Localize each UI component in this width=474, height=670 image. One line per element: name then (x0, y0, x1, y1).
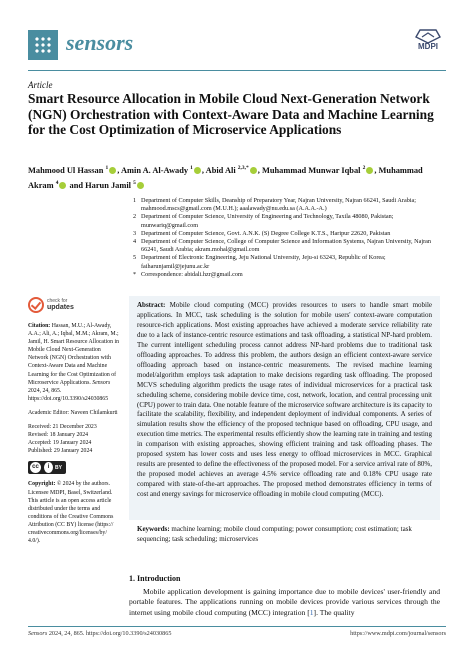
date-revised: Revised: 18 January 2024 (28, 432, 89, 439)
author-affiliation-mark: 4 (55, 179, 59, 186)
journal-name: sensors (66, 30, 134, 55)
author-affiliation-mark: 2,3,* (237, 165, 249, 171)
citation-doi-link[interactable]: 2024, 24, 865. https://doi.org/10.3390/s24030865 (28, 387, 109, 402)
header-divider (28, 70, 446, 71)
orcid-icon[interactable] (194, 167, 201, 174)
orcid-icon[interactable] (366, 167, 373, 174)
abstract-text: Mobile cloud computing (MCC) provides resources to users to handle smart mobile applications. In MCC, task scheduling is the solution for mobile users' context-aware computation resource-rich applications. Most existing approaches have achieved a moderate service reliability rate due to a lack of instance-centric resource estimations and task offloading, a statistical NP-hard problem. The current intelligent scheduling process cannot address NP-hard problems due to traditional task offloading approaches. To address this problem, the authors design an efficient context-aware service offloading approach based on instance-centric measurements. The revised machine learning model/algorithm employs task adaptation to make decisions regarding task offloading. The proposed MCVS scheduling algorithm predicts the usage rates of individual microservices for a practical task scheduling scheme, considering mobile device time, cost, network, location, and central processing unit (CPU) power to train data. One notable feature of the microservice software architecture is its capacity to facilitate the scalability, flexibility, and independent deployment of individual components. A series of simulation results show the efficiency of the proposed technique based on offloading, CPU usage, and execution time metrics. The experimental results efficiently show the learning rate in training and testing in comparison with existing approaches, showing efficient training and task offloading phases. The proposed system has lower costs and uses less energy to offload microservices in MCC. Graphical results are presented to define the effectiveness of the proposed model. For a service arrival rate of 80%, the proposed model achieves an average 4.5% service offloading rate and 0.18% CPU usage rate compared with state-of-the-art approaches. The proposed method demonstrates efficiency in terms of cost and energy savings for microservice offloading in mobile cloud computing (MCC). (137, 301, 433, 499)
affiliation-number: * (133, 270, 137, 278)
author-affiliation-mark: 2 (362, 165, 366, 171)
article-type: Article (28, 80, 53, 90)
footer-divider (28, 626, 446, 627)
affiliation-item (133, 271, 433, 279)
keywords-text: machine learning; mobile cloud computing; power consumption; cost estimation; task sequencing; task scheduling; microservices (137, 525, 412, 543)
academic-editor: Academic Editor: Naveen Chilamkurti (28, 409, 118, 416)
check-updates-line1: check for (47, 298, 68, 304)
author-name[interactable]: Muhammad Munwar Iqbal $^2$ (262, 166, 374, 175)
abstract (129, 296, 440, 520)
author-affiliation-mark: 1 (105, 165, 109, 171)
reference-link[interactable]: 1 (309, 607, 314, 617)
publication-dates (28, 423, 120, 455)
cc-by-license-badge[interactable] (28, 461, 66, 474)
date-accepted: Accepted: 19 January 2024 (28, 440, 92, 447)
journal-url-link[interactable]: https://www.mdpi.com/journal/sensors (350, 630, 446, 637)
left-sidebar (28, 322, 120, 551)
orcid-icon[interactable] (137, 182, 144, 189)
attribution-icon: i (44, 462, 53, 473)
affiliation-item (133, 238, 433, 254)
citation: Citation: Hassan, M.U.; Al-Awady, A.A.; Ali, A.; Iqbal, M.M.; Akram, M.; Jamil, H. Smart Resource Allocation in Mobile Cloud Next-Generation Network (NGN) Orchestration with Context-Aware Data and Machine Learning for the Cost Optimization of Microservice Applications. Sensors 2024, 24, 865. https://doi.org/10.3390/s24030865 (28, 323, 119, 402)
affiliation-text: Department of Computer Skills, Deanship of Preparatory Year, Najran University, Najran 66241, Saudi Arabia; mahmood.mscs@gmail.com (M.U.H.); aaalawady@nu.edu.sa (A.A.A.-A.) (141, 197, 416, 213)
abstract-label: Abstract: (137, 301, 166, 309)
affiliation-item (133, 197, 433, 213)
cc-icon: cc (30, 462, 41, 473)
author-affiliation-mark: 1 (190, 165, 193, 171)
author-name[interactable]: Muhammad Akram $^4$ (28, 165, 423, 190)
orcid-icon[interactable] (59, 182, 66, 189)
footer-citation: Sensors 2024, 24, 865. https://doi.org/10.3390/s24030865 (28, 630, 172, 637)
affiliation-number: 4 (133, 238, 137, 246)
author-name[interactable]: Abid Ali $^{2,3,*}$ (206, 166, 258, 175)
affiliation-text: Department of Computer Science, University of Engineering and Technology, Taxila 48080, Pakistan; munwariq@gmail.com (141, 213, 394, 229)
affiliation-item (133, 254, 433, 270)
author-list: Mahmood Ul Hassan $^1$ , Amin A. Al-Awady $^1$ , Abid Ali $^{2,3,*}$ , Muhammad Munwar Iqbal $^2$ , Muhammad Akram $^4$ and Harun Jamil $^5$ (28, 165, 423, 190)
date-received: Received: 21 December 2023 (28, 424, 97, 431)
affiliation-text: Department of Computer Science, Govt. A.N.K. (S) Degree College K.T.S., Haripur 22620, Pakistan (141, 229, 391, 237)
affiliation-number: 5 (133, 254, 137, 262)
check-for-updates-button[interactable] (28, 296, 98, 316)
introduction-text: Mobile application development is gaining importance due to mobile devices' user-friendly and portable features. The applications running on mobile devices provide various services through the internet using mobile cloud computing (MCC) integration [1]. The quality (129, 587, 440, 617)
affiliation-item (133, 230, 433, 238)
affiliation-text: Correspondence: abidali.hzr@gmail.com (141, 270, 243, 278)
affiliation-text: Department of Computer Science, College of Computer Science and Information Systems, Najran University, Najran 66241, Saudi Arabia; akram.mohal@gmail.com (141, 238, 431, 254)
affiliation-number: 2 (133, 213, 137, 221)
check-updates-icon (28, 297, 44, 313)
check-updates-line2: updates (47, 304, 74, 311)
keywords-label: Keywords: (137, 525, 170, 533)
section-heading-introduction: 1. Introduction (129, 574, 181, 583)
author-name[interactable]: Harun Jamil $^5$ (85, 181, 145, 190)
paper-title: Smart Resource Allocation in Mobile Cloud Next-Generation Network (NGN) Orchestration with Context-Aware Data and Machine Learning for the Cost Optimization of Microservice Applications (28, 91, 434, 138)
orcid-icon[interactable] (250, 167, 257, 174)
publisher-name: MDPI (418, 42, 438, 51)
author-name[interactable]: Amin A. Al-Awady $^1$ (121, 166, 202, 175)
keywords (129, 522, 440, 548)
affiliation-item (133, 213, 433, 229)
date-published: Published: 29 January 2024 (28, 448, 93, 455)
author-name[interactable]: Mahmood Ul Hassan $^1$ (28, 166, 117, 175)
affiliation-number: 3 (133, 229, 137, 237)
orcid-icon[interactable] (109, 167, 116, 174)
mdpi-logo (410, 28, 446, 58)
affiliations (133, 197, 433, 279)
copyright: Copyright: © 2024 by the authors. Licensee MDPI, Basel, Switzerland. This article is an open access article distributed under the terms and conditions of the Creative Commons Attribution (CC BY) license (https:// creativecommons.org/licenses/by/ 4.0/). (28, 481, 114, 545)
journal-logo-icon (28, 30, 58, 60)
author-affiliation-mark: 5 (133, 179, 136, 186)
affiliation-text: Department of Electronic Engineering, Jeju National University, Jeju-si 63243, Republic of Korea; faiharunjamil@jejunu.ac.kr (141, 254, 386, 270)
affiliation-number: 1 (133, 197, 137, 204)
journal-header (28, 28, 446, 62)
license-label: BY (55, 465, 62, 472)
